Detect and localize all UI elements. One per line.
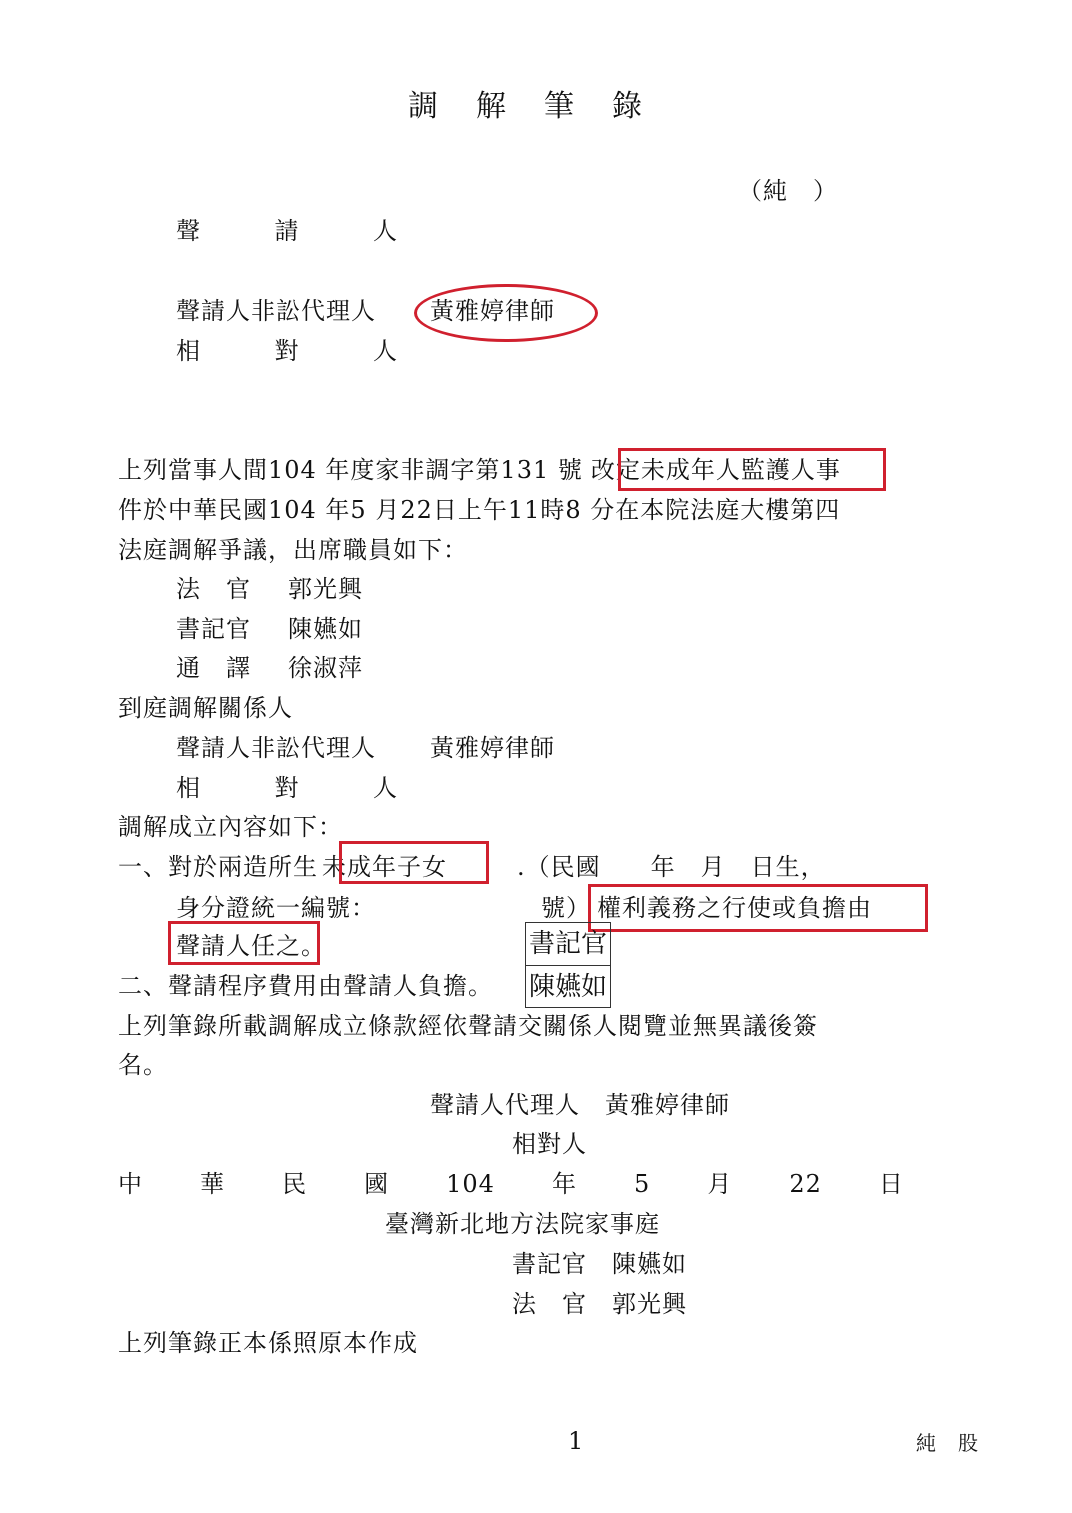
staff-name: 陳嬿如 [288,615,363,643]
judge-line: 法 官 郭光興 [512,1290,687,1318]
applicant-label: 聲 請 人 [176,217,398,245]
paragraph-line: 上列當事人間104 年度家非調字第131 號 改定未成年人監護人事 [118,456,841,484]
content-heading: 調解成立內容如下： [118,813,343,841]
rights-duties-box-annotation [588,884,928,932]
division-tag: （純 ） [738,177,838,205]
staff-name: 郭光興 [288,575,363,603]
paragraph-line: 件於中華民國104 年5 月22日上午11時8 分在本院法庭大樓第四 [118,496,841,524]
party-respondent-label: 相 對 人 [176,774,398,802]
minor-children-text: 未成年子女 [322,853,447,881]
item-1-line-2-label: 身分證統一編號： [176,894,376,922]
division-footer: 純 股 [916,1431,979,1455]
item-2: 二、聲請程序費用由聲請人負擔。 [118,972,493,1000]
clerk-line: 書記官 陳嬿如 [512,1250,687,1278]
item-1-line-3: 聲請人任之。 [176,932,326,960]
case-type-box-annotation [618,448,886,491]
applicant-assigned-box-annotation [168,921,320,965]
staff-role: 法 官 [176,575,251,603]
staff-name: 徐淑萍 [288,654,363,682]
closing-line: 上列筆錄所載調解成立條款經依聲請交關係人閱覽並無異議後簽 [118,1012,818,1040]
record-date: 中 華 民 國 104 年 5 月 22 日 [118,1170,904,1198]
agent-label: 聲請人非訟代理人 [176,297,376,325]
rights-duties-text: 權利義務之行使或負擔由 [597,894,872,922]
agent-name-circle-annotation [414,284,598,342]
item-1-line-2-number: 號） [541,894,591,922]
party-agent-label: 聲請人非訟代理人 [176,734,376,762]
applicant-assigned-text: 聲請人任之 [176,932,301,960]
party-agent-name: 黃雅婷律師 [430,734,555,762]
certification-line: 上列筆錄正本係照原本作成 [118,1329,418,1357]
parties-heading: 到庭調解關係人 [118,694,293,722]
respondent-signature: 相對人 [512,1130,587,1158]
case-type-text: 改定未成年人監護人 [590,456,816,484]
staff-role: 書記官 [176,615,251,643]
staff-role: 通 譯 [176,654,251,682]
clerk-seal-stamp: 書記官 陳嬿如 [525,922,611,1008]
document-title: 調 解 筆 錄 [408,89,644,124]
paragraph-line: 法庭調解爭議，出席職員如下： [118,536,468,564]
agent-signature: 聲請人代理人 黃雅婷律師 [430,1091,730,1119]
respondent-label: 相 對 人 [176,337,398,365]
minor-children-box-annotation [339,841,489,884]
page-number: 1 [568,1427,585,1455]
agent-name: 黃雅婷律師 [430,297,555,325]
closing-line: 名。 [118,1051,168,1079]
item-1-line-1: 一、對於兩造所生 未成年子女 .（民國 年 月 日生， [118,853,826,881]
court-name: 臺灣新北地方法院家事庭 [385,1210,660,1238]
